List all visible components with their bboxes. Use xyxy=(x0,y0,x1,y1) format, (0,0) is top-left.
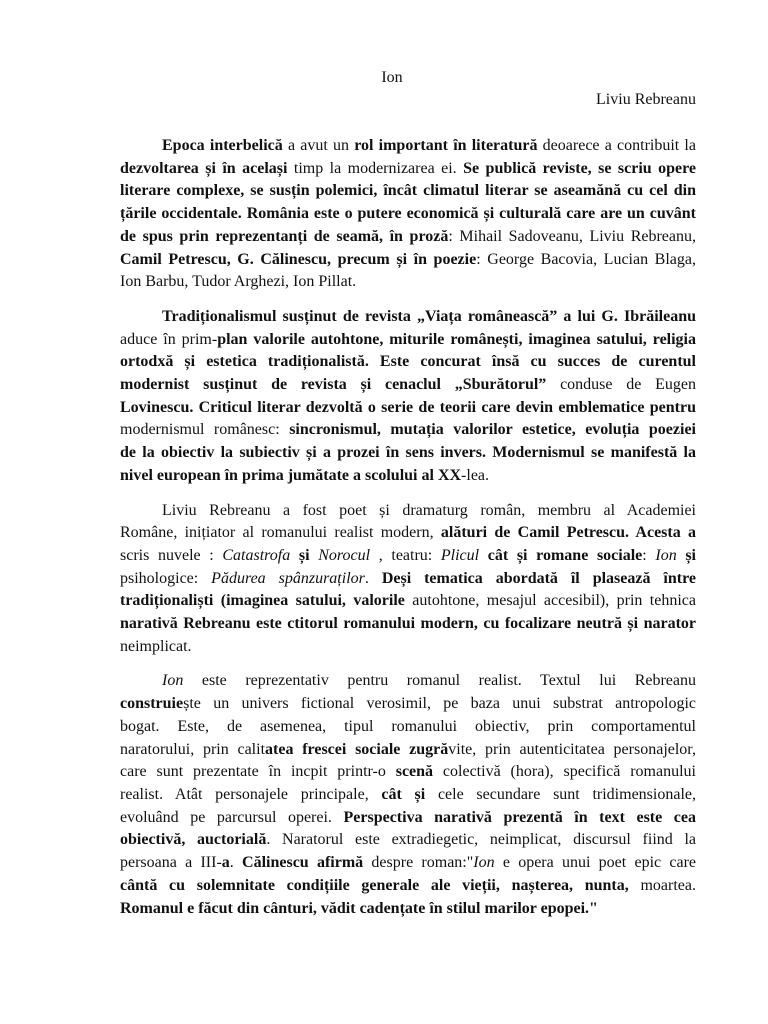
document-body xyxy=(120,135,696,920)
text-line xyxy=(120,180,696,203)
text-line xyxy=(120,203,696,226)
bold-text-run: dezvoltarea și în același xyxy=(120,159,288,177)
text-run: despre roman:" xyxy=(363,854,474,872)
text-run: vite, prin autenticitatea personajelor, xyxy=(448,740,696,758)
text-line xyxy=(120,670,696,693)
text-run: . Naratorul este extradiegetic, neimplicat, discursul fiind la xyxy=(266,831,696,849)
text-run: conduse de Eugen xyxy=(546,376,697,394)
text-run: a avut un xyxy=(282,137,355,154)
document-author: Liviu Rebreanu xyxy=(596,91,696,109)
bold-text-run: plan valorile autohtone, miturile românești, imaginea satului, religia xyxy=(217,330,697,348)
text-run: -lea. xyxy=(461,466,490,484)
italic-text-run: Plicul xyxy=(440,546,480,564)
text-run: persoana a III- xyxy=(120,854,222,872)
text-line xyxy=(120,898,696,921)
bold-text-run: țările occidentale. România este o putere economică și culturală care are un cuvânt xyxy=(120,205,696,223)
bold-text-run: Camil Petrescu, G. Călinescu, precum și în poezie xyxy=(120,250,477,268)
bold-text-run: Perspectiva narativă prezentă în text este cea xyxy=(343,808,697,826)
text-line xyxy=(120,693,696,716)
text-run: . xyxy=(229,854,243,872)
text-line xyxy=(120,613,696,636)
bold-text-run: Tradiționalismul susținut de revista „Viața românească” a lui G. Ibrăileanu xyxy=(162,307,696,325)
italic-text-run: Norocul xyxy=(318,546,371,564)
paragraph xyxy=(120,135,696,294)
bold-text-run: modernist susținut de revista și cenaclul „Sburătorul” xyxy=(120,376,547,394)
text-run: timp la modernizarea ei. xyxy=(287,159,464,177)
text-run: scris nuvele : xyxy=(120,546,223,564)
text-line xyxy=(120,226,696,249)
text-run: care sunt prezentate în incpit printr-o xyxy=(120,763,396,781)
paragraph xyxy=(120,670,696,920)
text-line xyxy=(120,419,696,442)
text-run: Ion Barbu, Tudor Arghezi, Ion Pillat. xyxy=(120,273,357,291)
bold-text-run: de spus prin reprezentanți de seamă, în proză xyxy=(120,227,449,245)
italic-text-run: Pădurea spânzuraților xyxy=(211,569,365,587)
bold-text-run: sincronismul, mutația valorilor estetice, evoluția poeziei xyxy=(289,421,697,439)
text-line xyxy=(120,875,696,898)
bold-text-run: de la obiectiv la subiectiv și a prozei în sens invers. Modernismul se manifestă la xyxy=(120,444,696,462)
bold-text-run: construie xyxy=(120,695,184,713)
bold-text-run: nivel european în prima jumătate a scolului al XX xyxy=(120,466,462,484)
bold-text-run: Deși tematica abordată îl plasează între xyxy=(381,569,697,587)
text-run: neimplicat. xyxy=(120,637,192,655)
bold-text-run: a xyxy=(221,854,230,872)
bold-text-run: și xyxy=(290,546,319,564)
bold-text-run: tradiționaliști (imaginea satului, valorile xyxy=(120,592,405,610)
bold-text-run: narativă Rebreanu este ctitorul romanului modern, cu focalizare neutră și narator xyxy=(120,615,696,633)
text-line xyxy=(120,716,696,739)
text-line xyxy=(120,761,696,784)
text-run: autohtone, mesajul accesibil), prin tehnica xyxy=(404,592,697,610)
text-run: : xyxy=(642,546,656,564)
text-run: moartea. xyxy=(628,876,696,894)
text-line xyxy=(120,590,696,613)
text-run: Române, inițiator al romanului realist modern, xyxy=(120,524,441,542)
text-line xyxy=(120,784,696,807)
text-run: : George Bacovia, Lucian Blaga, xyxy=(476,250,697,268)
paragraph xyxy=(120,306,696,488)
text-run: . xyxy=(364,569,382,587)
bold-text-run: cât și romane sociale xyxy=(479,546,643,564)
italic-text-run: Ion xyxy=(655,546,677,564)
text-line xyxy=(120,568,696,591)
italic-text-run: Ion xyxy=(473,854,495,872)
text-run: bogat. Este, de asemenea, tipul romanului obiectiv, prin comportamentul xyxy=(120,717,696,735)
bold-text-run: rol important în literatură xyxy=(354,137,538,154)
text-line xyxy=(120,739,696,762)
text-run: psihologice: xyxy=(120,569,212,587)
text-line xyxy=(120,397,696,420)
text-line xyxy=(120,135,696,158)
bold-text-run: atea frescei sociale zugră xyxy=(265,740,449,758)
text-run: deoarece a contribuit la xyxy=(537,137,696,154)
text-run: e opera unui poet epic care xyxy=(494,854,696,872)
text-line xyxy=(120,465,696,488)
text-run: : Mihail Sadoveanu, Liviu Rebreanu, xyxy=(448,227,697,245)
text-run: naratorului, prin calit xyxy=(120,740,266,758)
text-run: modernismul românesc: xyxy=(120,421,290,439)
text-line xyxy=(120,249,696,272)
text-run: este reprezentativ pentru romanul realist. Textul lui Rebreanu xyxy=(183,672,696,690)
bold-text-run: literare complexe, se susțin polemici, încât climatul literar se aseamănă cu cel din xyxy=(120,182,696,200)
text-run: ște un univers fictional verosimil, pe baza unui substrat antropologic xyxy=(183,695,696,713)
bold-text-run: cât și xyxy=(381,785,426,803)
text-line xyxy=(120,158,696,181)
text-line xyxy=(120,545,696,568)
text-line xyxy=(120,351,696,374)
bold-text-run: obiectivă, auctorială xyxy=(120,831,267,849)
text-line xyxy=(120,306,696,329)
text-run: cele secundare sunt tridimensionale, xyxy=(425,785,696,803)
italic-text-run: Catastrofa xyxy=(222,546,291,564)
bold-text-run: ortodxă și estetica tradiționalistă. Este concurat însă cu succes de curentul xyxy=(120,353,696,371)
paragraph xyxy=(120,500,696,659)
bold-text-run: Lovinescu. Criticul literar dezvoltă o serie de teorii care devin emblematice pentru xyxy=(120,398,696,416)
document-title: Ion xyxy=(381,68,403,86)
text-line xyxy=(120,442,696,465)
text-line xyxy=(120,329,696,352)
bold-text-run: Romanul e făcut din cânturi, vădit cadențate în stilul marilor epopei." xyxy=(120,899,598,917)
text-run: Liviu Rebreanu a fost poet și dramaturg român, membru al Academiei xyxy=(162,501,696,519)
text-run: , teatru: xyxy=(370,546,441,564)
document-content xyxy=(120,67,696,921)
text-line xyxy=(120,271,696,294)
bold-text-run: alături de Camil Petrescu. Acesta a xyxy=(440,524,697,542)
bold-text-run: cântă cu solemnitate condițiile generale ale vieții, nașterea, nunta, xyxy=(120,876,629,894)
bold-text-run: și xyxy=(676,546,697,564)
text-run: colectivă (hora), specifică romanului xyxy=(433,763,696,781)
text-line xyxy=(120,374,696,397)
bold-text-run: Se publică reviste, se scriu opere xyxy=(463,159,697,177)
italic-text-run: Ion xyxy=(162,672,184,690)
text-run: aduce în prim- xyxy=(120,330,218,348)
text-run: realist. Atât personajele principale, xyxy=(120,785,382,803)
bold-text-run: Epoca interbelică xyxy=(162,137,283,154)
bold-text-run: Călinescu afirmă xyxy=(242,854,364,872)
text-line xyxy=(120,522,696,545)
text-line xyxy=(120,829,696,852)
bold-text-run: scenă xyxy=(395,763,434,781)
text-line xyxy=(120,636,696,659)
text-line xyxy=(120,500,696,523)
text-line xyxy=(120,807,696,830)
text-run: evoluând pe parcursul operei. xyxy=(120,808,344,826)
text-line xyxy=(120,852,696,875)
